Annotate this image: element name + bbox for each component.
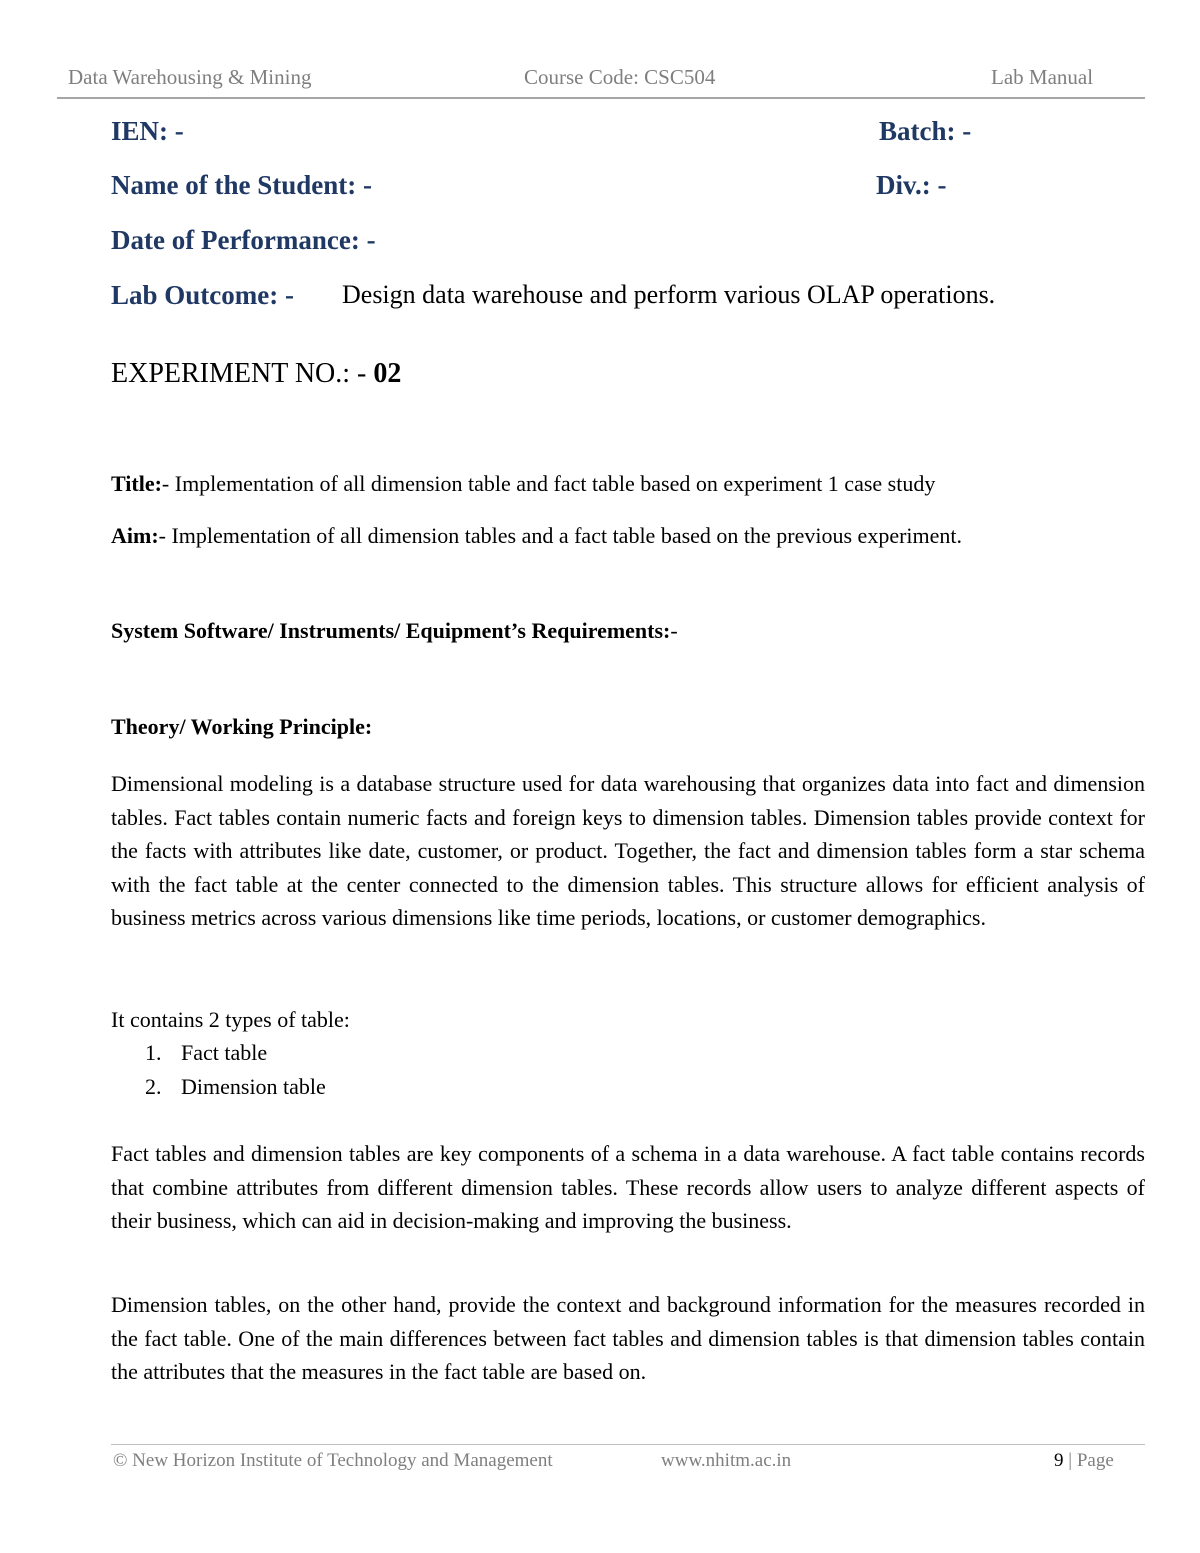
- date-of-performance-field: Date of Performance: -: [111, 225, 376, 255]
- list-item: [145, 1036, 326, 1070]
- footer-page: [1054, 1450, 1114, 1472]
- list-item: [145, 1070, 326, 1104]
- header-course-code: Course Code: CSC504: [524, 65, 716, 89]
- table-types-list: [145, 1036, 326, 1104]
- page-separator: |: [1068, 1450, 1073, 1471]
- title-label: Title:: [111, 471, 162, 496]
- experiment-heading: [111, 357, 401, 391]
- theory-heading-text: Theory/ Working Principle:: [111, 714, 373, 739]
- theory-paragraph-2: Fact tables and dimension tables are key components of a schema in a data warehouse. A fact table contains records that combine attributes from different dimension tables. These records allow users to analyze different aspects of their business, which can aid in decision-making and improving the business.: [111, 1141, 1145, 1234]
- experiment-number: 02: [373, 358, 402, 389]
- lab-outcome-label: Lab Outcome: -: [111, 280, 294, 310]
- student-name-field: Name of the Student: -: [111, 170, 372, 200]
- theory-heading: [111, 710, 1145, 744]
- lab-outcome-text: Design data warehouse and perform various OLAP operations.: [342, 280, 996, 309]
- header-lab-manual: Lab Manual: [991, 65, 1094, 89]
- header-divider: [57, 97, 1145, 99]
- requirements-suffix: -: [670, 618, 678, 643]
- aim-label: Aim:: [111, 523, 159, 548]
- requirements-line: [111, 614, 1145, 648]
- aim-text: - Implementation of all dimension tables and a fact table based on the previous experiment.: [158, 523, 963, 548]
- list-intro: It contains 2 types of table:: [111, 1007, 350, 1032]
- header-course-name: Data Warehousing & Mining: [68, 65, 312, 89]
- theory-paragraph-3: Dimension tables, on the other hand, provide the context and background information for the measures recorded in the fact table. One of the main differences between fact tables and dimension tables is that dimension tables contain the attributes that the measures in the fact table are based on.: [111, 1292, 1145, 1385]
- title-text: - Implementation of all dimension table and fact table based on experiment 1 case study: [161, 471, 936, 496]
- page-label: Page: [1076, 1450, 1114, 1471]
- list-item-text: Fact table: [181, 1040, 268, 1065]
- experiment-label: EXPERIMENT NO.: -: [111, 358, 367, 389]
- footer-website: www.nhitm.ac.in: [661, 1450, 792, 1471]
- footer-divider: [111, 1444, 1145, 1445]
- div-field: Div.: -: [876, 170, 947, 200]
- requirements-label: System Software/ Instruments/ Equipment’s Requirements:: [111, 618, 671, 643]
- list-item-text: Dimension table: [181, 1074, 326, 1099]
- ien-field: IEN: -: [111, 116, 184, 146]
- page-number: 9: [1054, 1450, 1064, 1471]
- list-item-number: 1.: [145, 1040, 162, 1065]
- footer-copyright: © New Horizon Institute of Technology and Management: [113, 1450, 553, 1471]
- list-item-number: 2.: [145, 1074, 162, 1099]
- aim-block: [111, 520, 1071, 552]
- batch-field: Batch: -: [879, 116, 972, 146]
- theory-paragraph-1: Dimensional modeling is a database structure used for data warehousing that organizes data into fact and dimension tables. Fact tables contain numeric facts and foreign keys to dimension tables. Dimension tables provide context for the facts with attributes like date, customer, or product. Together, the fact and dimension tables form a star schema with the fact table at the center connected to the dimension tables. This structure allows for efficient analysis of business metrics across various dimensions like time periods, locations, or customer demographics.: [111, 771, 1145, 931]
- title-line: [111, 467, 1145, 501]
